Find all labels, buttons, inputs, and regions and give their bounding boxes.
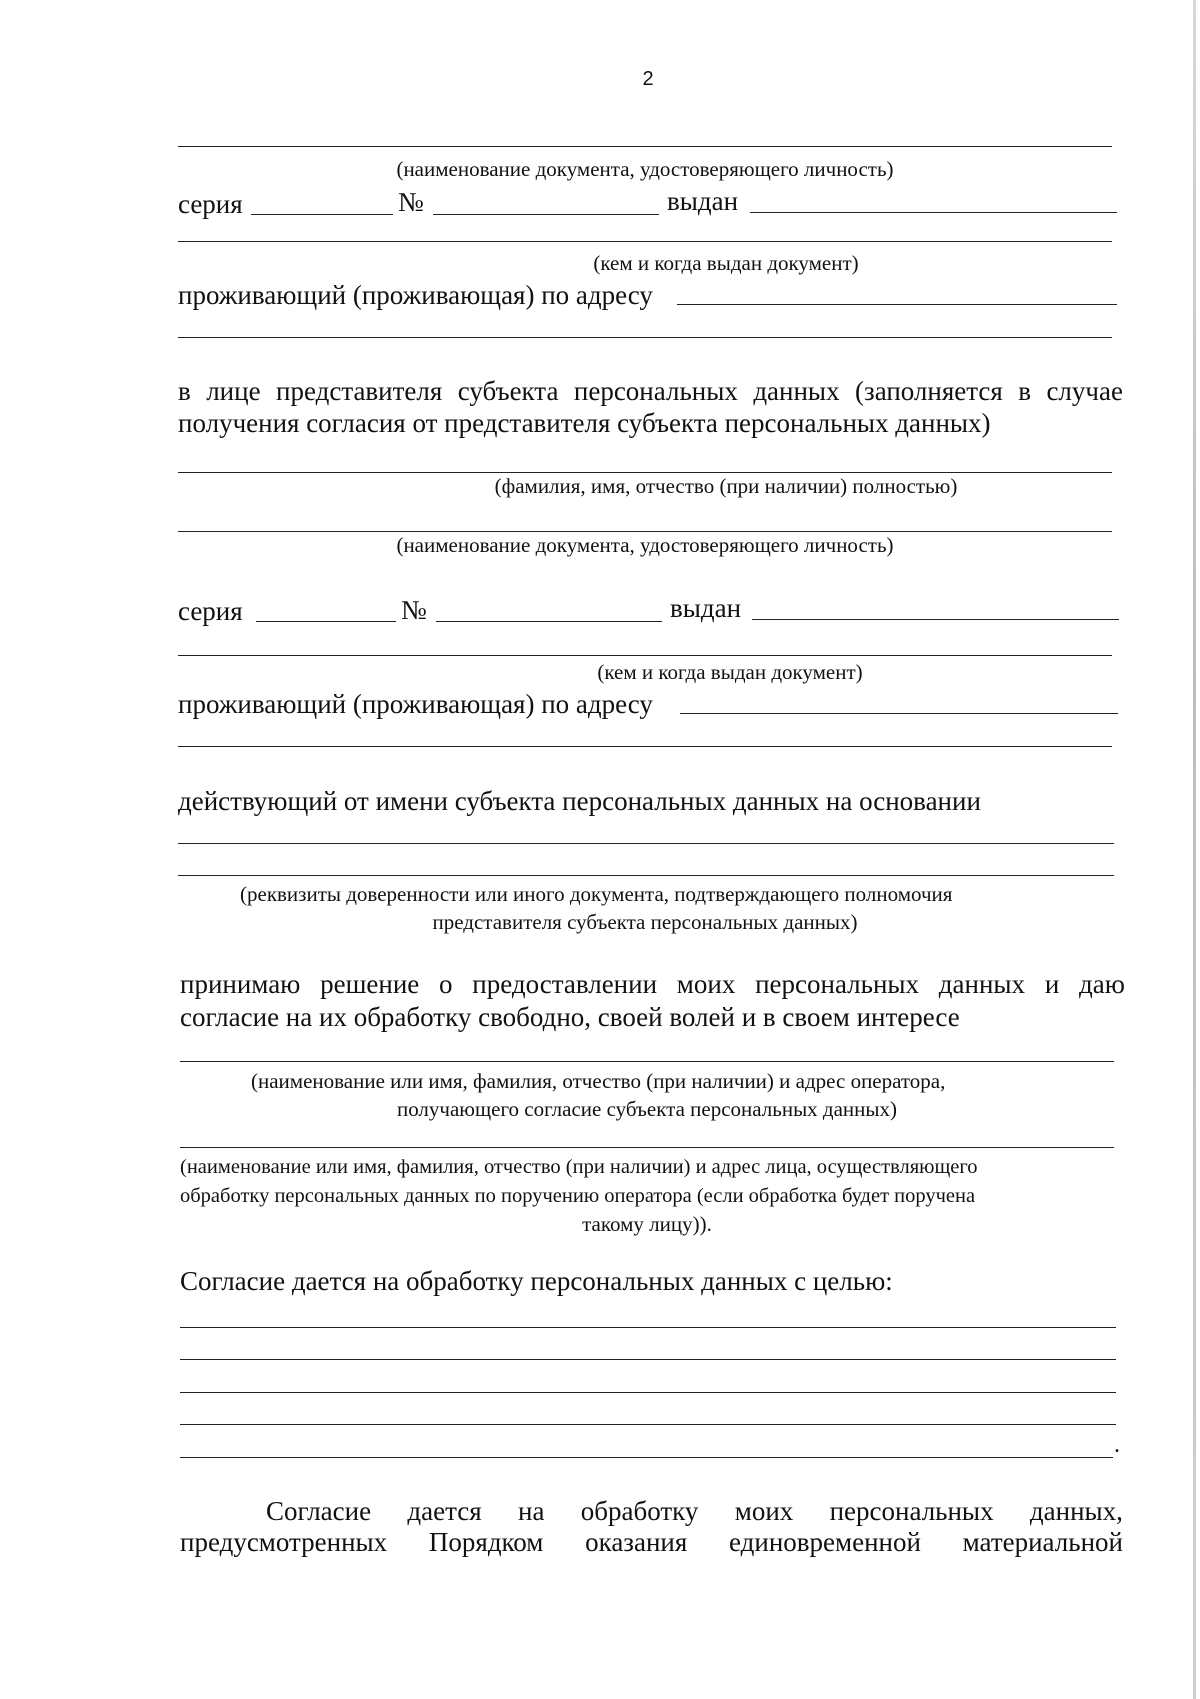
issued-by-caption-1: (кем и когда выдан документ): [593, 251, 859, 275]
residing-label-1: проживающий (проживающая) по адресу: [178, 280, 653, 310]
final-paragraph-line-1: Согласие дается на обработку моих персональных данных,: [266, 1496, 1123, 1526]
page-number: 2: [642, 68, 654, 90]
issued-by-caption-2: (кем и когда выдан документ): [597, 660, 863, 684]
number-sign-1: №: [398, 187, 424, 217]
processor-line[interactable]: [180, 1147, 1114, 1148]
operator-line[interactable]: [180, 1061, 1114, 1062]
power-of-attorney-caption-1: (реквизиты доверенности или иного документа, подтверждающего полномочия: [240, 882, 953, 906]
residing-label-2: проживающий (проживающая) по адресу: [178, 689, 653, 719]
identity-document-line-1[interactable]: [178, 146, 1112, 147]
identity-document-caption-1: (наименование документа, удостоверяющего личность): [396, 157, 894, 181]
full-name-caption: (фамилия, имя, отчество (при наличии) полностью): [494, 474, 958, 498]
number-field-1[interactable]: [433, 214, 659, 215]
identity-document-caption-2: (наименование документа, удостоверяющего личность): [396, 533, 894, 557]
scan-edge: [1193, 0, 1196, 1699]
issued-field-1[interactable]: [750, 212, 1117, 213]
address-field-1[interactable]: [677, 304, 1117, 305]
purpose-line-3[interactable]: [180, 1392, 1116, 1393]
operator-caption-1: (наименование или имя, фамилия, отчество (при наличии) и адрес оператора,: [251, 1069, 946, 1093]
purpose-line-5[interactable]: [180, 1457, 1113, 1458]
series-label-1: серия: [178, 189, 243, 219]
final-paragraph-line-2: предусмотренных Порядком оказания единовременной материальной: [180, 1527, 1123, 1557]
issued-label-1: выдан: [667, 186, 739, 216]
representative-paragraph-line-2: получения согласия от представителя субъекта персональных данных): [178, 408, 991, 438]
processor-caption-2: обработку персональных данных по поручению оператора (если обработка будет поручена: [180, 1185, 976, 1207]
number-sign-2: №: [401, 595, 427, 625]
decision-paragraph-line-2: согласие на их обработку свободно, своей волей и в своем интересе: [180, 1002, 960, 1032]
series-field-2[interactable]: [256, 621, 396, 622]
number-field-2[interactable]: [436, 621, 662, 622]
purpose-line-4[interactable]: [180, 1424, 1116, 1425]
basis-line-2[interactable]: [178, 875, 1114, 876]
processor-caption-3: такому лицу)).: [582, 1212, 712, 1236]
issued-by-line-2[interactable]: [178, 655, 1112, 656]
basis-line-1[interactable]: [178, 843, 1114, 844]
representative-paragraph-line-1: в лице представителя субъекта персональных данных (заполняется в случае: [178, 376, 1123, 406]
series-field-1[interactable]: [251, 214, 393, 215]
acting-on-behalf-label: действующий от имени субъекта персональных данных на основании: [178, 786, 981, 816]
issued-field-2[interactable]: [752, 619, 1119, 620]
purpose-end-period: .: [1114, 1432, 1120, 1458]
purpose-label: Согласие дается на обработку персональных данных с целью:: [180, 1266, 893, 1296]
address-line-1b[interactable]: [178, 337, 1112, 338]
operator-caption-2: получающего согласие субъекта персональных данных): [396, 1097, 898, 1121]
purpose-line-1[interactable]: [180, 1327, 1116, 1328]
decision-paragraph-line-1: принимаю решение о предоставлении моих персональных данных и даю: [180, 969, 1125, 999]
processor-caption-1: (наименование или имя, фамилия, отчество (при наличии) и адрес лица, осуществляющего: [180, 1156, 978, 1178]
address-line-2b[interactable]: [178, 746, 1112, 747]
issued-label-2: выдан: [670, 593, 742, 623]
issued-by-line-1[interactable]: [178, 241, 1112, 242]
series-label-2: серия: [178, 596, 243, 626]
power-of-attorney-caption-2: представителя субъекта персональных данных): [432, 910, 858, 934]
address-field-2[interactable]: [680, 713, 1118, 714]
purpose-line-2[interactable]: [180, 1359, 1116, 1360]
